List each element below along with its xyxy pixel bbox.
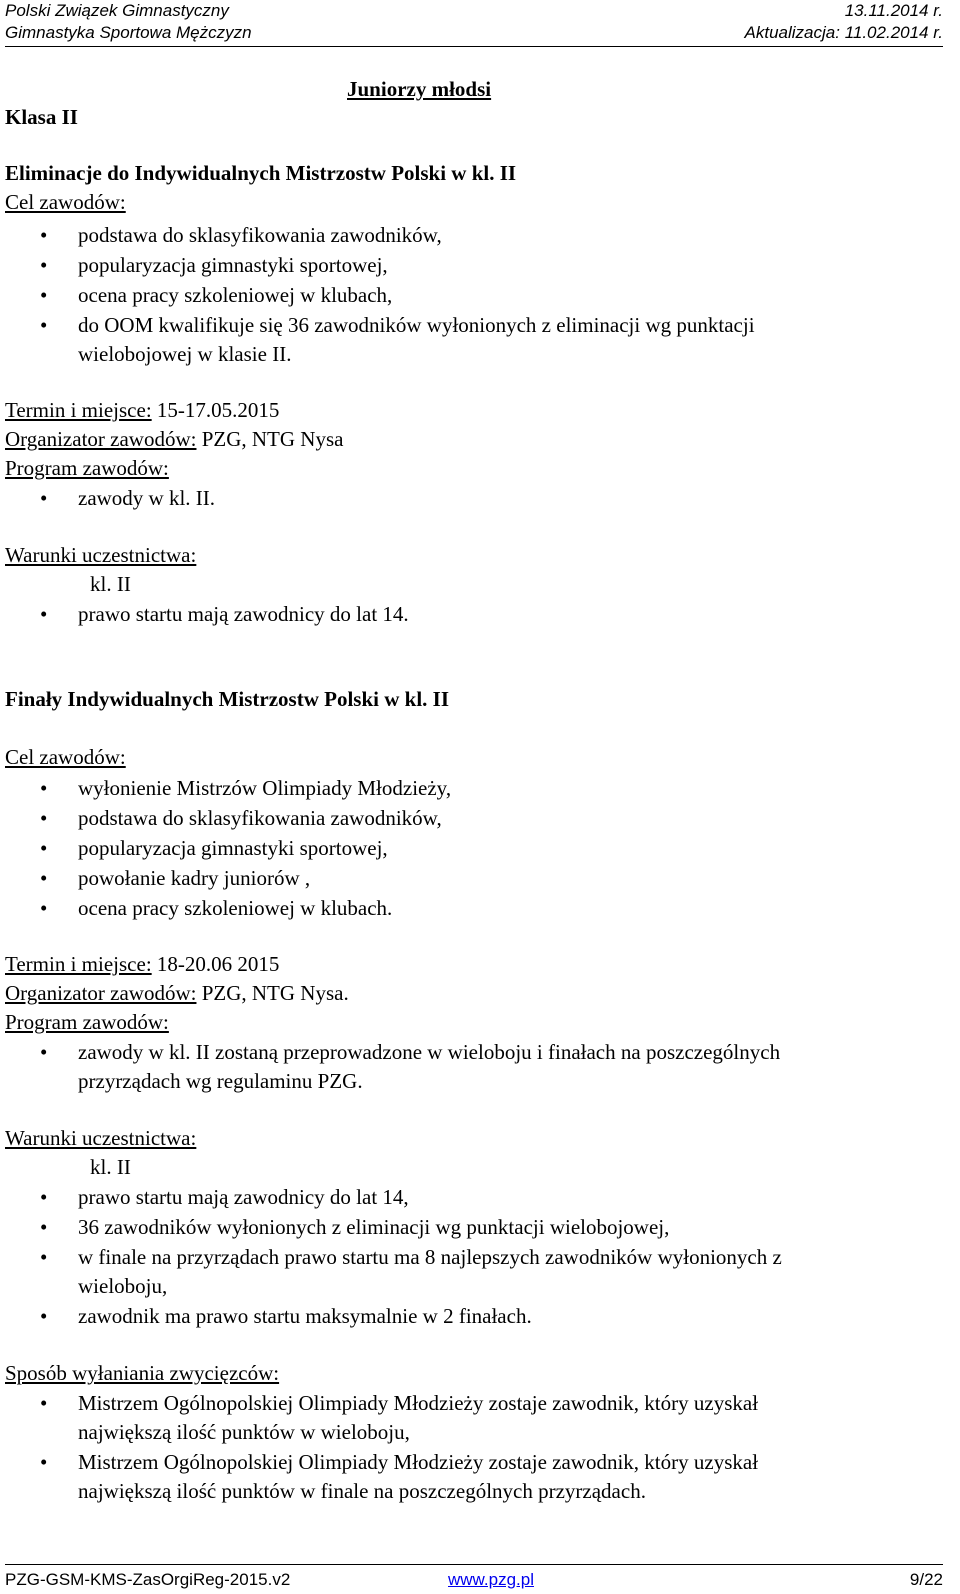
list-item: zawodnik ma prawo startu maksymalnie w 2 finałach.	[78, 1304, 532, 1328]
header-updated: Aktualizacja: 11.02.2014 r.	[744, 23, 943, 42]
list-item: popularyzacja gimnastyki sportowej,	[78, 253, 388, 277]
final-sposob-label: Sposób wyłaniania zwycięzców:	[5, 1361, 280, 1385]
list-item-continuation: największą ilość punktów w wieloboju,	[78, 1420, 410, 1444]
termin-value: 18-20.06 2015	[151, 952, 280, 976]
bullet-icon: •	[40, 1304, 48, 1328]
class-label: Klasa II	[5, 105, 78, 129]
category-title: Juniorzy młodsi	[347, 77, 492, 101]
elim-program-label: Program zawodów:	[5, 456, 169, 480]
list-item: Mistrzem Ogólnopolskiej Olimpiady Młodzieży zostaje zawodnik, który uzyskał	[78, 1450, 759, 1474]
footer-page-number: 9/22	[909, 1570, 943, 1589]
header-discipline: Gimnastyka Sportowa Mężczyzn	[5, 23, 252, 42]
bullet-icon: •	[40, 223, 48, 247]
list-item-continuation: przyrządach wg regulaminu PZG.	[78, 1069, 363, 1093]
final-organizer	[5, 980, 349, 1006]
final-heading: Finały Indywidualnych Mistrzostw Polski w kl. II	[5, 687, 449, 711]
elim-heading: Eliminacje do Indywidualnych Mistrzostw Polski w kl. II	[5, 161, 517, 185]
bullet-icon: •	[40, 486, 48, 510]
bullet-icon: •	[40, 1185, 48, 1209]
list-item: wyłonienie Mistrzów Olimpiady Młodzieży,	[78, 776, 452, 800]
organizer-label: Organizator zawodów:	[5, 427, 197, 451]
header-org: Polski Związek Gimnastyczny	[5, 1, 229, 20]
termin-label: Termin i miejsce:	[5, 398, 152, 422]
list-item: 36 zawodników wyłonionych z eliminacji wg punktacji wielobojowej,	[78, 1215, 670, 1239]
elim-organizer	[5, 426, 343, 452]
final-warunki-class: kl. II	[90, 1155, 131, 1179]
final-warunki-label: Warunki uczestnictwa:	[5, 1126, 197, 1150]
termin-label: Termin i miejsce:	[5, 952, 152, 976]
elim-warunki-label: Warunki uczestnictwa:	[5, 543, 197, 567]
final-program-label: Program zawodów:	[5, 1010, 169, 1034]
list-item: prawo startu mają zawodnicy do lat 14.	[78, 602, 409, 626]
organizer-label: Organizator zawodów:	[5, 981, 197, 1005]
page-footer	[5, 1564, 943, 1593]
elim-termin	[5, 397, 279, 423]
bullet-icon: •	[40, 283, 48, 307]
termin-value: 15-17.05.2015	[151, 398, 280, 422]
organizer-value: PZG, NTG Nysa	[196, 427, 344, 451]
bullet-icon: •	[40, 253, 48, 277]
bullet-icon: •	[40, 836, 48, 860]
list-item: Mistrzem Ogólnopolskiej Olimpiady Młodzieży zostaje zawodnik, który uzyskał	[78, 1391, 759, 1415]
list-item-continuation: wieloboju,	[78, 1274, 168, 1298]
list-item: podstawa do sklasyfikowania zawodników,	[78, 806, 442, 830]
header-date: 13.11.2014 r.	[844, 1, 943, 20]
list-item: ocena pracy szkoleniowej w klubach,	[78, 283, 393, 307]
bullet-icon: •	[40, 602, 48, 626]
list-item-continuation: wielobojowej w klasie II.	[78, 342, 292, 366]
bullet-icon: •	[40, 866, 48, 890]
list-item: ocena pracy szkoleniowej w klubach.	[78, 896, 393, 920]
bullet-icon: •	[40, 776, 48, 800]
list-item: powołanie kadry juniorów ,	[78, 866, 311, 890]
bullet-icon: •	[40, 896, 48, 920]
bullet-icon: •	[40, 806, 48, 830]
list-item: w finale na przyrządach prawo startu ma 8 najlepszych zawodników wyłonionych z	[78, 1245, 782, 1269]
elim-cel-label: Cel zawodów:	[5, 190, 126, 214]
list-item: zawody w kl. II zostaną przeprowadzone w wieloboju i finałach na poszczególnych	[78, 1040, 781, 1064]
final-termin	[5, 951, 279, 977]
list-item: do OOM kwalifikuje się 36 zawodników wyłonionych z eliminacji wg punktacji	[78, 313, 755, 337]
bullet-icon: •	[40, 313, 48, 337]
bullet-icon: •	[40, 1215, 48, 1239]
list-item: prawo startu mają zawodnicy do lat 14,	[78, 1185, 409, 1209]
list-item-continuation: największą ilość punktów w finale na poszczególnych przyrządach.	[78, 1479, 646, 1503]
bullet-icon: •	[40, 1391, 48, 1415]
list-item: podstawa do sklasyfikowania zawodników,	[78, 223, 442, 247]
organizer-value: PZG, NTG Nysa.	[196, 981, 349, 1005]
bullet-icon: •	[40, 1450, 48, 1474]
bullet-icon: •	[40, 1040, 48, 1064]
bullet-icon: •	[40, 1245, 48, 1269]
footer-doc-id: PZG-GSM-KMS-ZasOrgiReg-2015.v2	[5, 1570, 291, 1589]
list-item: popularyzacja gimnastyki sportowej,	[78, 836, 388, 860]
final-cel-label: Cel zawodów:	[5, 745, 126, 769]
list-item: zawody w kl. II.	[78, 486, 216, 510]
footer-url-link[interactable]: www.pzg.pl	[448, 1570, 534, 1589]
page-header	[5, 0, 943, 47]
elim-warunki-class: kl. II	[90, 572, 131, 596]
